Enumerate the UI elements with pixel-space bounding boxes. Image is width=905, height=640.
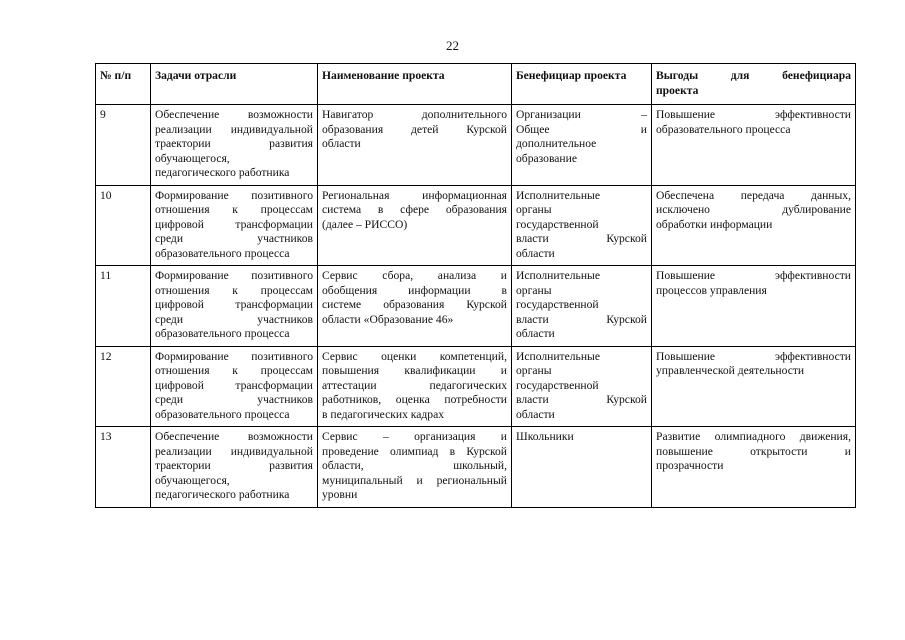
cell-project-line: аттестации педагогических [322, 378, 507, 392]
cell-benefits-line: обработки информации [656, 217, 773, 231]
cell-beneficiary-line: Организации – [516, 108, 647, 121]
cell-project-line: работников, оценка потребности [322, 393, 507, 406]
cell-beneficiary-line: Исполнительные [516, 349, 600, 363]
cell-project [318, 266, 512, 347]
table-header-row [96, 64, 856, 105]
cell-benefits [652, 427, 856, 508]
cell-benefits-line: прозрачности [656, 459, 724, 472]
header-tasks: Задачи отрасли [151, 64, 318, 105]
cell-project-line: в педагогических кадрах [322, 407, 445, 421]
projects-table [95, 63, 856, 508]
cell-project [318, 105, 512, 186]
cell-beneficiary [512, 266, 652, 347]
cell-beneficiary-line: власти Курской [516, 312, 647, 326]
header-benefits-line: проекта [656, 83, 699, 97]
cell-benefits-line: Повышение эффективности [656, 269, 851, 282]
cell-beneficiary-line: области [516, 246, 555, 260]
table-row [96, 427, 856, 508]
cell-benefits [652, 266, 856, 347]
header-benefits-line: Выгоды для бенефициара [656, 69, 851, 82]
cell-project-line: Региональная информационная [322, 188, 507, 202]
cell-task-line: реализации индивидуальной [155, 444, 313, 458]
cell-project-line: повышения квалификации и [322, 364, 507, 377]
cell-beneficiary-line: Школьники [516, 430, 574, 443]
cell-project-line: области [322, 137, 361, 150]
cell-task-line: образовательного процесса [155, 327, 290, 340]
cell-number: 13 [96, 427, 151, 508]
cell-benefits-line: управленческой деятельности [656, 364, 805, 377]
cell-task-line: образовательного процесса [155, 246, 290, 260]
cell-project-line: обобщения информации в [322, 283, 507, 297]
table-row [96, 105, 856, 186]
cell-beneficiary [512, 346, 652, 427]
cell-project-line: образования детей Курской [322, 122, 507, 136]
cell-task-line: отношения к процессам [155, 283, 313, 297]
cell-benefits-line: Развитие олимпиадного движения, [656, 430, 851, 443]
cell-beneficiary-line: государственной [516, 217, 599, 231]
cell-project-line: уровни [322, 488, 358, 501]
cell-beneficiary-line: государственной [516, 298, 599, 311]
cell-task [151, 266, 318, 347]
cell-project-line: Сервис сбора, анализа и [322, 269, 507, 282]
table-body [96, 105, 856, 508]
cell-benefits-line: Повышение эффективности [656, 108, 851, 121]
cell-task [151, 105, 318, 186]
cell-beneficiary-line: Общее и [516, 122, 647, 136]
header-benefits [652, 64, 856, 105]
cell-project-line: система в сфере образования [322, 203, 507, 216]
cell-beneficiary-line: Исполнительные [516, 188, 600, 202]
cell-benefits-line: исключено дублирование [656, 203, 851, 216]
cell-beneficiary-line: органы [516, 283, 552, 297]
cell-beneficiary-line: государственной [516, 378, 599, 392]
cell-task-line: среди участников [155, 393, 313, 406]
cell-task-line: отношения к процессам [155, 203, 313, 216]
cell-project-line: области, школьный, [322, 459, 507, 472]
cell-project-line: муниципальный и региональный [322, 473, 507, 487]
cell-task-line: обучающегося, [155, 473, 230, 487]
cell-beneficiary-line: власти Курской [516, 232, 647, 245]
cell-task-line: педагогического работника [155, 488, 290, 501]
cell-project-line: области «Образование 46» [322, 312, 454, 326]
cell-benefits-line: повышение открытости и [656, 444, 851, 458]
cell-project-line: Сервис – организация и [322, 430, 507, 443]
cell-number: 10 [96, 185, 151, 266]
cell-project-line: (далее – РИССО) [322, 217, 408, 231]
cell-beneficiary-line: Исполнительные [516, 269, 600, 282]
cell-task-line: цифровой трансформации [155, 298, 313, 311]
header-beneficiary: Бенефициар проекта [512, 64, 652, 105]
cell-project [318, 346, 512, 427]
cell-task-line: Формирование позитивного [155, 188, 313, 202]
table-row [96, 185, 856, 266]
cell-task-line: Обеспечение возможности [155, 108, 313, 121]
cell-benefits-line: Повышение эффективности [656, 349, 851, 363]
table-row [96, 266, 856, 347]
cell-benefits [652, 346, 856, 427]
cell-project-line: проведение олимпиад в Курской [322, 444, 507, 458]
cell-number: 9 [96, 105, 151, 186]
cell-beneficiary-line: власти Курской [516, 393, 647, 406]
cell-task [151, 427, 318, 508]
cell-task-line: цифровой трансформации [155, 217, 313, 231]
cell-project [318, 427, 512, 508]
cell-task-line: отношения к процессам [155, 364, 313, 377]
cell-beneficiary-line: дополнительное [516, 137, 597, 150]
cell-project-line: Сервис оценки компетенций, [322, 349, 507, 363]
page-number: 22 [446, 38, 459, 53]
cell-project-line: Навигатор дополнительного [322, 108, 507, 121]
cell-task-line: среди участников [155, 232, 313, 245]
cell-task-line: цифровой трансформации [155, 378, 313, 392]
cell-task-line: обучающегося, [155, 151, 230, 165]
cell-beneficiary-line: органы [516, 203, 552, 216]
cell-task-line: Формирование позитивного [155, 269, 313, 282]
table-row [96, 346, 856, 427]
cell-beneficiary-line: области [516, 407, 555, 421]
cell-task-line: образовательного процесса [155, 407, 290, 421]
cell-beneficiary [512, 427, 652, 508]
cell-beneficiary [512, 185, 652, 266]
cell-task-line: Формирование позитивного [155, 349, 313, 363]
cell-beneficiary-line: области [516, 327, 555, 340]
cell-benefits-line: процессов управления [656, 283, 767, 297]
cell-task [151, 185, 318, 266]
cell-beneficiary [512, 105, 652, 186]
cell-task [151, 346, 318, 427]
cell-benefits [652, 185, 856, 266]
cell-beneficiary-line: органы [516, 364, 552, 377]
cell-project-line: системе образования Курской [322, 298, 507, 311]
cell-task-line: траектории развития [155, 137, 313, 150]
cell-project [318, 185, 512, 266]
cell-number: 12 [96, 346, 151, 427]
cell-benefits-line: образовательного процесса [656, 122, 791, 136]
cell-number: 11 [96, 266, 151, 347]
cell-task-line: траектории развития [155, 459, 313, 472]
cell-benefits-line: Обеспечена передача данных, [656, 188, 851, 202]
cell-task-line: среди участников [155, 312, 313, 326]
cell-task-line: педагогического работника [155, 166, 290, 179]
cell-task-line: Обеспечение возможности [155, 430, 313, 443]
cell-benefits [652, 105, 856, 186]
cell-beneficiary-line: образование [516, 151, 577, 165]
header-project-name: Наименование проекта [318, 64, 512, 105]
header-number: № п/п [96, 64, 151, 105]
cell-task-line: реализации индивидуальной [155, 122, 313, 136]
